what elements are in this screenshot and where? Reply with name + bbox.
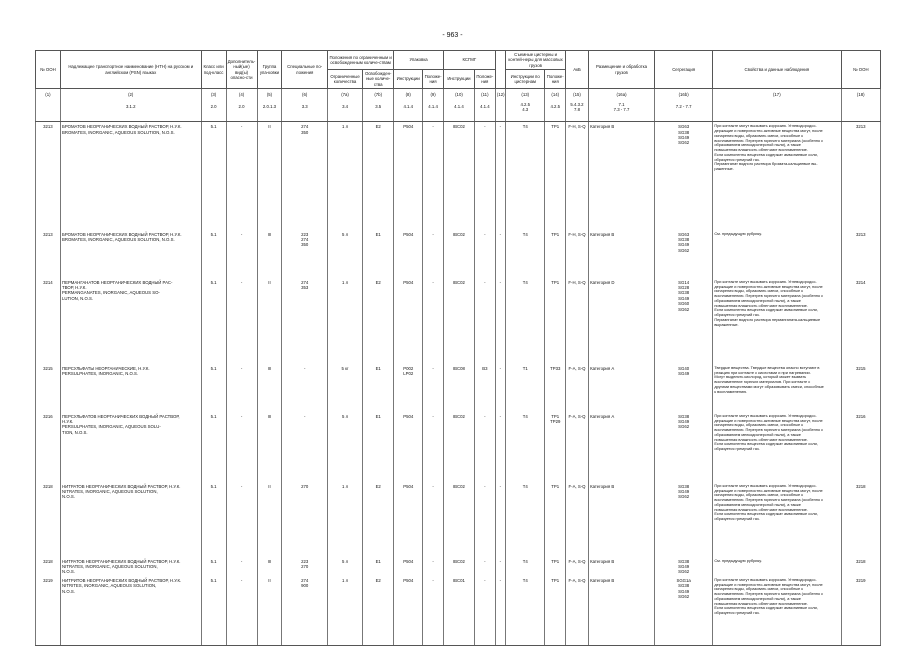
properties-cell: См. предыдущую рубрику. (713, 230, 841, 278)
ibc-provision-cell: - (474, 557, 495, 576)
class-cell: 5.1 (201, 122, 226, 230)
proper-shipping-name-cell: БРОМАТОВ НЕОРГАНИЧЕСКИХ ВОДНЫЙ РАСТВОР, Н.У.К. BROMATES, INORGANIC, AQUEOUS SOLUTION, N.O.S. (60, 122, 201, 230)
limited-quantity-cell: 5 кг (327, 364, 362, 412)
subsidiary-risk-cell: - (226, 482, 257, 557)
packing-group-cell: II (257, 576, 282, 646)
ibc-instruction-cell: IBC02 (443, 412, 474, 482)
un-number-right-cell: 3216 (841, 412, 880, 482)
limited-quantity-cell: 1 л (327, 122, 362, 230)
un-number-right-cell: 3218 (841, 557, 880, 576)
packing-group-cell: III (257, 364, 282, 412)
packing-instruction-cell: P504 (394, 122, 423, 230)
packing-instruction-cell: P002 LP02 (394, 364, 423, 412)
col-number: (3) (201, 89, 226, 101)
un-number-cell: 3214 (36, 278, 61, 364)
un-number-cell: 3213 (36, 230, 61, 278)
tank-instruction-cell: T4 (506, 412, 545, 482)
col-header-subsidiary-risk: Дополнитель-ный(ые) вид(ы) опасно-сти (226, 51, 257, 89)
section-ref: 4.1.4 (474, 101, 495, 122)
col-number: (2) (60, 89, 201, 101)
ibc-instruction-cell: IBC02 (443, 278, 474, 364)
special-provisions-cell: 270 (282, 482, 328, 557)
section-ref: 2.0 (226, 101, 257, 122)
col-header-lq-eq: Положения по ограниченным и освобожденным количе-ствам (327, 51, 393, 70)
packing-provision-cell: - (423, 412, 444, 482)
stowage-cell: Категория B (588, 576, 654, 646)
packing-instruction-cell: P504 (394, 278, 423, 364)
special-provisions-cell: - (282, 364, 328, 412)
segregation-cell: SG63 SG38 SG49 SG62 (655, 230, 713, 278)
un-number-right-cell: 3218 (841, 482, 880, 557)
col-number: (10) (443, 89, 474, 101)
tank-instruction-cell: T4 (506, 230, 545, 278)
excepted-quantity-cell: E1 (363, 364, 394, 412)
packing-provision-cell: - (423, 230, 444, 278)
un-number-right-cell: 3214 (841, 278, 880, 364)
special-provisions-cell: 223 270 (282, 557, 328, 576)
subsidiary-risk-cell: - (226, 576, 257, 646)
ems-cell: F-H, S-Q (566, 278, 589, 364)
properties-cell: Твердые вещества. Твердые вещества опасно вступают в реакцию при контакте с кислотами и при нагревании. Могут выделять кислород, который может вызвать воспламенение горючих материалов. При контакте с другими веществами могут образовывать смеси, способные к воспламенению. (713, 364, 841, 412)
col-header-packing-provisions: Положе-ния (423, 70, 444, 89)
packing-provision-cell: - (423, 557, 444, 576)
section-ref: 7.1 7.3 - 7.7 (588, 101, 654, 122)
ibc-instruction-cell: IBC08 (443, 364, 474, 412)
col-header-tanks: Съемные цистерны и контей-неры для массовых грузов (506, 51, 566, 70)
section-ref: 2.0.1.3 (257, 101, 282, 122)
limited-quantity-cell: 1 л (327, 278, 362, 364)
table-row (36, 122, 881, 230)
table-row (36, 230, 881, 278)
ibc-provision-cell: - (474, 412, 495, 482)
tank-provision-cell: TP1 (545, 557, 566, 576)
stowage-cell: Категория A (588, 412, 654, 482)
col-number: (14) (545, 89, 566, 101)
ems-cell: F-A, S-Q (566, 557, 589, 576)
tank-provision-cell: TP1 (545, 122, 566, 230)
packing-group-cell: III (257, 230, 282, 278)
col-number: (7b) (363, 89, 394, 101)
excepted-quantity-cell: E1 (363, 412, 394, 482)
blank-cell-12: - (495, 412, 505, 482)
packing-provision-cell: - (423, 482, 444, 557)
limited-quantity-cell: 5 л (327, 412, 362, 482)
tank-instruction-cell: T1 (506, 364, 545, 412)
excepted-quantity-cell: E1 (363, 230, 394, 278)
tank-instruction-cell: T4 (506, 576, 545, 646)
class-cell: 5.1 (201, 412, 226, 482)
col-number: (15) (566, 89, 589, 101)
properties-cell: При контакте могут вызывать коррозию. Углеводородсо- держащие и поверхностно-активные вещества могут, после испарения воды, образовать смеси, способные к воспламенению. Перегрев горючего материала (особенно с образованием мелкодисперсной пыли), а также повышенная влажность облегчают воспламенение. Если компоненты вещества содержат аммониевые соли, образуется гремучий газ. (713, 482, 841, 557)
col-header-tank-provisions: Положе-ния (545, 70, 566, 89)
col-header-name: Надлежащее транспортное наименование (НТН) на русском и английском (PSN) языках (60, 51, 201, 89)
col-header-excepted-quantities: Освобожден-ные количе-ства (363, 70, 394, 89)
proper-shipping-name-cell: БРОМАТОВ НЕОРГАНИЧЕСКИХ ВОДНЫЙ РАСТВОР, Н.У.К. BROMATES, INORGANIC, AQUEOUS SOLUTION, N.O.S. (60, 230, 201, 278)
col-header-class: Класс или под-класс (201, 51, 226, 89)
segregation-cell: SG38 SG49 SG62 (655, 482, 713, 557)
tank-provision-cell: TP33 (545, 364, 566, 412)
section-ref: 4.2.5 (545, 101, 566, 122)
segregation-cell: SG14 SG28 SG38 SG49 SG60 SG62 (655, 278, 713, 364)
subsidiary-risk-cell: - (226, 412, 257, 482)
col-header-un-no: № ООН (36, 51, 61, 89)
subsidiary-risk-cell: - (226, 557, 257, 576)
properties-cell: При контакте могут вызывать коррозию. Углеводородсо- держащие и поверхностно-активные вещества могут, после испарения воды, образовать смеси, способные к воспламенению. Перегрев горючего материала (особенно с образованием мелкодисперсной пыли), а также повышенная влажность облегчают воспламенение. Если компоненты вещества содержат аммониевые соли, образуется гремучий газ. Перманганат водного раствора бромата-кальциевые вы- раженные. (713, 122, 841, 230)
col-header-blank-12 (495, 51, 505, 89)
section-ref: 3.3 (282, 101, 328, 122)
segregation-cell: SG38 SG49 SG62 (655, 412, 713, 482)
section-ref: 3.1.2 (60, 101, 201, 122)
ibc-provision-cell: - (474, 278, 495, 364)
subsidiary-risk-cell: - (226, 278, 257, 364)
col-header-ibc-instructions: Инструкции (443, 70, 474, 89)
col-header-packing: Упаковка (394, 51, 444, 70)
col-number: (12) (495, 89, 505, 101)
col-number: (17) (713, 89, 841, 101)
packing-instruction-cell: P504 (394, 482, 423, 557)
packing-instruction-cell: P504 (394, 576, 423, 646)
un-number-right-cell: 3215 (841, 364, 880, 412)
blank-cell-12: - (495, 230, 505, 278)
section-ref (495, 101, 505, 122)
properties-cell: При контакте могут вызывать коррозию. Углеводородсо- держащие и поверхностно-активные вещества могут, после испарения воды, образовать смеси, способные к воспламенению. Перегрев горючего материала (особенно с образованием мелкодисперсной пыли), а также повышенная влажность облегчают воспламенение. Если компоненты вещества содержат аммониевые соли, образуется гремучий газ. (713, 576, 841, 646)
stowage-cell: Категория D (588, 278, 654, 364)
proper-shipping-name-cell: ПЕРМАНГАНАТОВ НЕОРГАНИЧЕСКИХ ВОДНЫЙ РАС- ТВОР, Н.У.К. PERMANGANATES, INORGANIC, AQUEOUS SO- LUTION, N.O.S. (60, 278, 201, 364)
tank-provision-cell: TP1 (545, 576, 566, 646)
section-ref: 7.2 - 7.7 (655, 101, 713, 122)
segregation-cell: SG40 SG49 (655, 364, 713, 412)
section-ref: 3.4 (327, 101, 362, 122)
excepted-quantity-cell: E2 (363, 122, 394, 230)
special-provisions-cell: - (282, 412, 328, 482)
tank-instruction-cell: T4 (506, 482, 545, 557)
blank-cell-12: - (495, 576, 505, 646)
ems-cell: F-A, S-Q (566, 412, 589, 482)
un-number-cell: 3218 (36, 557, 61, 576)
un-number-cell: 3216 (36, 412, 61, 482)
tank-provision-cell: TP1 TP29 (545, 412, 566, 482)
un-number-cell: 3218 (36, 482, 61, 557)
tank-instruction-cell: T4 (506, 557, 545, 576)
section-ref: 2.0 (201, 101, 226, 122)
un-number-cell: 3219 (36, 576, 61, 646)
packing-group-cell: II (257, 482, 282, 557)
col-header-stowage: Размещение и обработка грузов (588, 51, 654, 89)
segregation-cell: SGG1a SG38 SG49 SG62 (655, 576, 713, 646)
entries-body (36, 122, 881, 646)
subsidiary-risk-cell: - (226, 230, 257, 278)
proper-shipping-name-cell: ПЕРСУЛЬФАТЫ НЕОРГАНИЧЕСКИЕ, Н.У.К. PERSULPHATES, INORGANIC, N.O.S. (60, 364, 201, 412)
proper-shipping-name-cell: НИТРАТОВ НЕОРГАНИЧЕСКИХ ВОДНЫЙ РАСТВОР, Н.У.К. NITRATES, INORGANIC, AQUEOUS SOLUTION, N.O.S. (60, 557, 201, 576)
un-number-cell: 3213 (36, 122, 61, 230)
col-header-packing-group: Группа упа-ковки (257, 51, 282, 89)
packing-group-cell: II (257, 122, 282, 230)
blank-cell-12: - (495, 482, 505, 557)
un-number-right-cell: 3213 (841, 230, 880, 278)
ibc-provision-cell: - (474, 230, 495, 278)
table-row (36, 482, 881, 557)
col-number: (16a) (588, 89, 654, 101)
section-ref: 4.1.4 (423, 101, 444, 122)
page-number: - 963 - (442, 32, 463, 39)
special-provisions-cell: 274 900 (282, 576, 328, 646)
col-header-tank-instructions: Инструкции по цистернам (506, 70, 545, 89)
segregation-cell: SG38 SG49 SG62 (655, 557, 713, 576)
packing-provision-cell: - (423, 122, 444, 230)
proper-shipping-name-cell: НИТРАТОВ НЕОРГАНИЧЕСКИХ ВОДНЫЙ РАСТВОР, Н.У.К. NITRATES, INORGANIC, AQUEOUS SOLUTION, N.O.S. (60, 482, 201, 557)
stowage-cell: Категория B (588, 122, 654, 230)
excepted-quantity-cell: E2 (363, 278, 394, 364)
col-number: (5) (257, 89, 282, 101)
special-provisions-cell: 274 350 (282, 122, 328, 230)
dangerous-goods-list-table (35, 50, 881, 646)
tank-provision-cell: TP1 (545, 278, 566, 364)
limited-quantity-cell: 1 л (327, 576, 362, 646)
properties-cell: См. предыдущую рубрику. (713, 557, 841, 576)
col-number: (8) (394, 89, 423, 101)
stowage-cell: Категория B (588, 482, 654, 557)
section-ref: 4.1.4 (394, 101, 423, 122)
proper-shipping-name-cell: НИТРИТОВ НЕОРГАНИЧЕСКИХ ВОДНЫЙ РАСТВОР, Н.У.К. NITRITES, INORGANIC, AQUEOUS SOLUTION, N.O.S. (60, 576, 201, 646)
class-cell: 5.1 (201, 230, 226, 278)
section-ref: 5.4.3.2 7.8 (566, 101, 589, 122)
un-number-right-cell: 3219 (841, 576, 880, 646)
properties-cell: При контакте могут вызывать коррозию. Углеводородсо- держащие и поверхностно-активные вещества могут, после испарения воды, образовать смеси, способные к воспламенению. Перегрев горючего материала (особенно с образованием мелкодисперсной пыли), а также повышенная влажность облегчают воспламенение. Если компоненты вещества содержат аммониевые соли, образуется гремучий газ. Перманганат водного раствора перманганата-кальциевые выраженные. (713, 278, 841, 364)
class-cell: 5.1 (201, 278, 226, 364)
col-header-properties: Свойства и данные наблюдения (713, 51, 841, 89)
ibc-instruction-cell: IBC02 (443, 122, 474, 230)
section-ref: 4.1.4 (443, 101, 474, 122)
col-header-special-provisions: Специальные по-ложения (282, 51, 328, 89)
blank-cell-12: - (495, 364, 505, 412)
ibc-provision-cell: - (474, 482, 495, 557)
limited-quantity-cell: 5 л (327, 230, 362, 278)
packing-provision-cell: - (423, 364, 444, 412)
ibc-instruction-cell: IBC02 (443, 482, 474, 557)
section-ref (36, 101, 61, 122)
excepted-quantity-cell: E1 (363, 557, 394, 576)
limited-quantity-cell: 5 л (327, 557, 362, 576)
packing-provision-cell: - (423, 576, 444, 646)
table-row (36, 364, 881, 412)
proper-shipping-name-cell: ПЕРСУЛЬФАТОВ НЕОРГАНИЧЕСКИХ ВОДНЫЙ РАСТВОР, Н.У.К. PERSULPHATES, INORGANIC, AQUEOUS SOLU- TION, N.O.S. (60, 412, 201, 482)
table-row (36, 557, 881, 576)
ems-cell: F-A, S-Q (566, 482, 589, 557)
packing-group-cell: III (257, 412, 282, 482)
special-provisions-cell: 223 274 350 (282, 230, 328, 278)
ems-cell: F-H, S-Q (566, 122, 589, 230)
section-ref: 3.5 (363, 101, 394, 122)
properties-cell: При контакте могут вызывать коррозию. Углеводородсо- держащие и поверхностно-активные вещества могут, после испарения воды, образовать смеси, способные к воспламенению. Перегрев горючего материала (особенно с образованием мелкодисперсной пыли), а также повышенная влажность облегчают воспламенение. Если компоненты вещества содержат аммониевые соли, образуется гремучий газ. (713, 412, 841, 482)
un-number-cell: 3215 (36, 364, 61, 412)
class-cell: 5.1 (201, 482, 226, 557)
ibc-provision-cell: - (474, 576, 495, 646)
col-number: (6) (282, 89, 328, 101)
tank-provision-cell: TP1 (545, 230, 566, 278)
excepted-quantity-cell: E2 (363, 482, 394, 557)
ibc-instruction-cell: IBC01 (443, 576, 474, 646)
ems-cell: F-A, S-Q (566, 576, 589, 646)
stowage-cell: Категория B (588, 557, 654, 576)
col-header-ibc: КСГМГ (443, 51, 495, 70)
column-number-row (36, 89, 881, 101)
col-header-segregation: Сегрегация (655, 51, 713, 89)
col-header-packing-instructions: Инструкции (394, 70, 423, 89)
tank-instruction-cell: T4 (506, 122, 545, 230)
col-number: (13) (506, 89, 545, 101)
section-ref (841, 101, 880, 122)
blank-cell-12: - (495, 278, 505, 364)
ibc-provision-cell: - (474, 122, 495, 230)
tank-provision-cell: TP1 (545, 482, 566, 557)
excepted-quantity-cell: E2 (363, 576, 394, 646)
segregation-cell: SG63 SG38 SG49 SG62 (655, 122, 713, 230)
class-cell: 5.1 (201, 364, 226, 412)
subsidiary-risk-cell: - (226, 364, 257, 412)
col-number: (1) (36, 89, 61, 101)
col-number: (9) (423, 89, 444, 101)
col-number: (16b) (655, 89, 713, 101)
special-provisions-cell: 274 353 (282, 278, 328, 364)
table-row (36, 278, 881, 364)
col-number: (4) (226, 89, 257, 101)
packing-group-cell: III (257, 557, 282, 576)
col-number: (11) (474, 89, 495, 101)
stowage-cell: Категория A (588, 364, 654, 412)
ibc-instruction-cell: IBC02 (443, 557, 474, 576)
subsidiary-risk-cell: - (226, 122, 257, 230)
packing-group-cell: II (257, 278, 282, 364)
col-number: (7a) (327, 89, 362, 101)
tank-instruction-cell: T4 (506, 278, 545, 364)
ibc-instruction-cell: IBC02 (443, 230, 474, 278)
ems-cell: F-H, S-Q (566, 230, 589, 278)
section-reference-row (36, 101, 881, 122)
section-ref: 4.2.5 4.3 (506, 101, 545, 122)
section-ref (713, 101, 841, 122)
col-number: (18) (841, 89, 880, 101)
table-row (36, 576, 881, 646)
packing-instruction-cell: P504 (394, 230, 423, 278)
col-header-un-no-right: № ООН (841, 51, 880, 89)
limited-quantity-cell: 1 л (327, 482, 362, 557)
stowage-cell: Категория B (588, 230, 654, 278)
class-cell: 5.1 (201, 557, 226, 576)
packing-instruction-cell: P504 (394, 412, 423, 482)
col-header-ibc-provisions: Положе-ния (474, 70, 495, 89)
blank-cell-12: - (495, 557, 505, 576)
ibc-provision-cell: B3 (474, 364, 495, 412)
col-header-limited-quantities: Ограниченные количества (327, 70, 362, 89)
un-number-right-cell: 3213 (841, 122, 880, 230)
table-row (36, 412, 881, 482)
blank-cell-12: - (495, 122, 505, 230)
class-cell: 5.1 (201, 576, 226, 646)
ems-cell: F-A, S-Q (566, 364, 589, 412)
packing-provision-cell: - (423, 278, 444, 364)
col-header-ems: АкБ (566, 51, 589, 89)
packing-instruction-cell: P504 (394, 557, 423, 576)
